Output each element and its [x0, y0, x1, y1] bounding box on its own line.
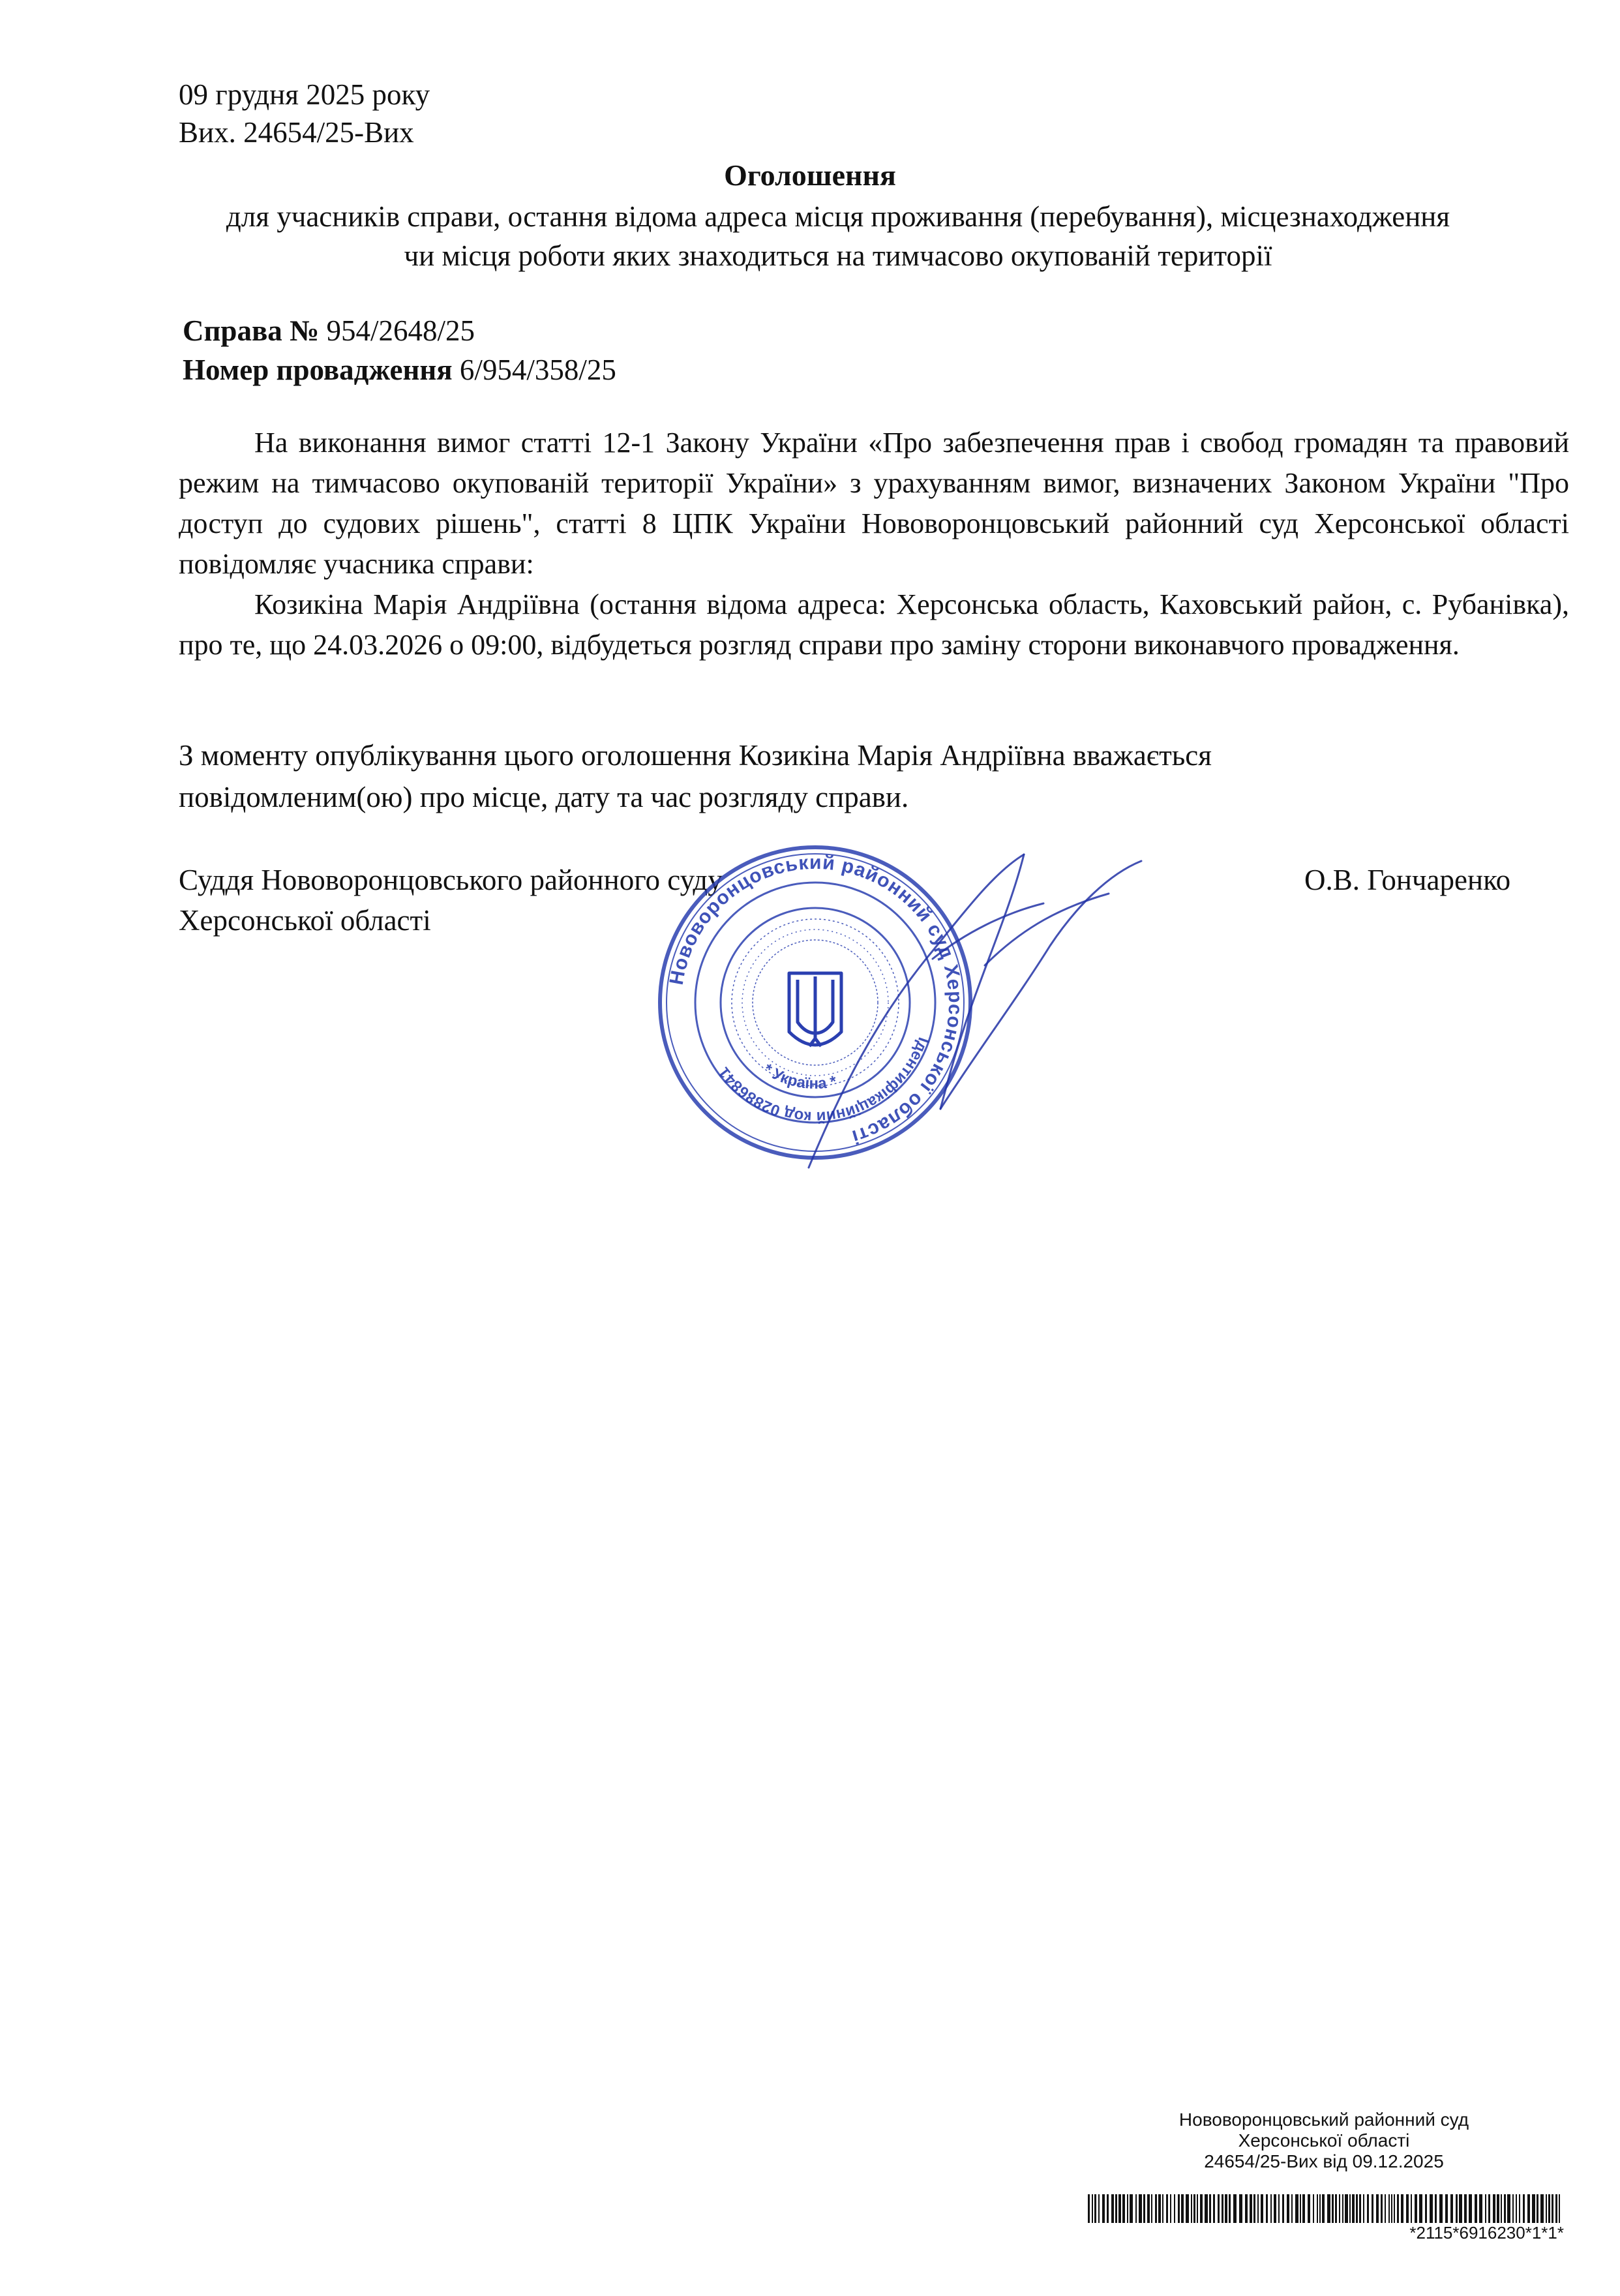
proceeding-number — [183, 351, 616, 389]
judge-name: О.В. Гончаренко — [1304, 864, 1511, 896]
notice-line-2: повідомленим(ою) про місце, дату та час розгляду справи. — [179, 781, 909, 813]
notification-statement — [179, 734, 1569, 818]
seal-bottom-text: * Україна * — [760, 1060, 839, 1093]
judge-position — [179, 860, 723, 941]
judge-position-line-1: Суддя Нововоронцовського районного суду — [179, 864, 723, 896]
announcement-body — [179, 423, 1569, 665]
outgoing-number: Вих. 24654/25-Вих — [179, 116, 414, 149]
body-paragraph-1: На виконання вимог статті 12-1 Закону України «Про забезпечення прав і свобод громадян та правовий режим на тимчасово окупованій території України» з урахуванням вимог, визначених Законом України "Про доступ до судових рішень", статті 8 ЦПК України Нововоронцовський районний суд Херсонської області повідомляє учасника справи: — [179, 427, 1569, 580]
subtitle-line-2: чи місця роботи яких знаходиться на тимчасово окупованій території — [404, 239, 1272, 272]
notice-line-1: З моменту опублікування цього оголошення Козикіна Марія Андріївна вважається — [179, 739, 1212, 772]
subtitle-line-1: для учасників справи, остання відома адреса місця проживання (перебування), місцезнаходження — [226, 200, 1450, 233]
footer-registration-number: 24654/25-Вих від 09.12.2025 — [1204, 2151, 1444, 2171]
seal-inner-text: Ідентифікаційний код 02886841 — [715, 1035, 933, 1126]
document-date: 09 грудня 2025 року — [179, 78, 430, 111]
barcode — [1088, 2194, 1564, 2223]
seal-outer-text: Нововоронцовський районний суд Херсонської області — [665, 851, 967, 1148]
proceeding-number-label: Номер провадження — [183, 354, 453, 386]
case-number-label: Справа № — [183, 314, 320, 347]
body-paragraph-2: Козикіна Марія Андріївна (остання відома адреса: Херсонська область, Каховський район, с. Рубанівка), про те, що 24.03.2026 о 09:00, відбудеться розгляд справи про заміну сторони виконавчого провадження. — [179, 588, 1569, 661]
judge-autograph — [770, 828, 1187, 1194]
proceeding-number-value: 6/954/358/25 — [459, 354, 616, 386]
footer-region: Херсонської області — [1238, 2130, 1410, 2151]
document-title: Оголошення — [724, 159, 896, 192]
barcode-number: *2115*6916230*1*1* — [1409, 2223, 1564, 2243]
registration-footer — [1083, 2109, 1565, 2172]
case-number — [183, 312, 475, 350]
judge-position-line-2: Херсонської області — [179, 904, 431, 937]
case-number-value: 954/2648/25 — [326, 314, 475, 347]
footer-court-name: Нововоронцовський районний суд — [1178, 2109, 1469, 2130]
